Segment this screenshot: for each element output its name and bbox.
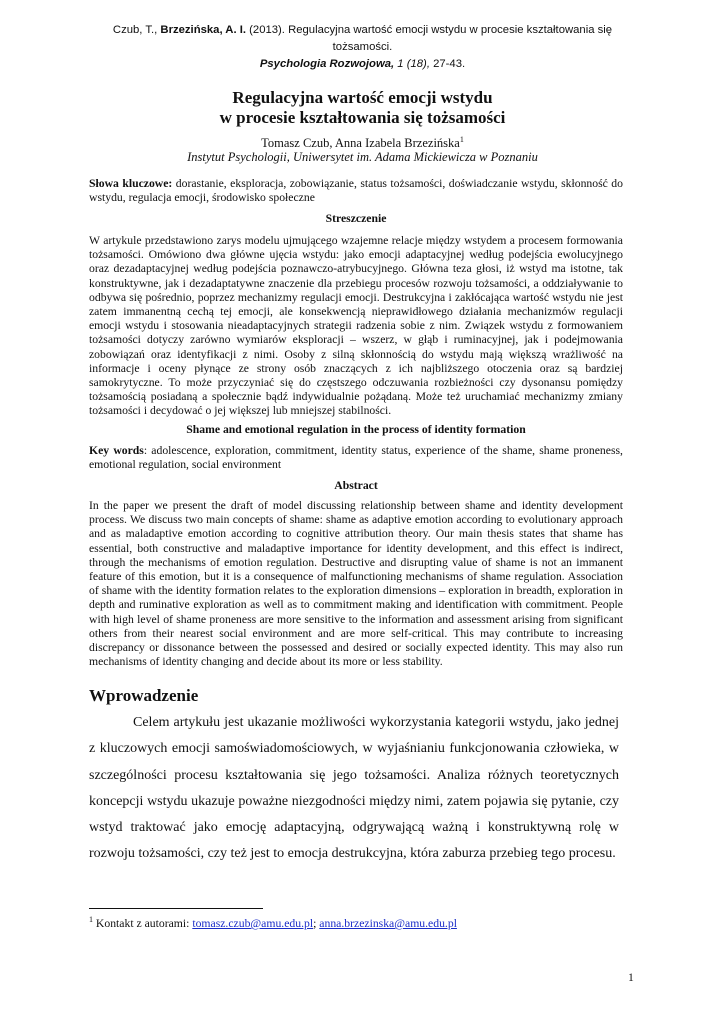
abstract-english-heading: Abstract	[334, 479, 378, 492]
citation-author-bold: Brzezińska, A. I.	[160, 24, 247, 36]
citation-line-2	[90, 56, 635, 73]
footnote	[89, 913, 457, 931]
abstract-english-text: In the paper we present the draft of model discussing relationship between shame and identity development process. We discuss two main concepts of shame: shame as adaptive emotion according to evolutionary approach and as maladaptive emotion according to cognitive attribution theory. Our main thesis states that shame has essential, both constructive and maladaptive importance for identity development, and this effect is indirect, through the mechanisms of emotion regulation. Destructive and disrupting value of shame is not an immanent feature of this emotion, but it is a consequence of malfunctioning mechanisms of shame regulation. Association of shame with the identity formation relates to the exploration dimensions – exploration in breadth, exploration in depth and ruminative exploration as well as to commitment making and identification with commitment. People with high level of shame proneness are more sensitive to the information and assessment arising from significant others from their nearest social environment and are more self-critical. This may contribute to increasing discrepancy or dissonance between the possessed and desired or socially expected identity. This may also run mechanisms of identity changing and decide about its more or less stability.	[89, 499, 623, 669]
paper-title	[90, 88, 635, 128]
footnote-label: Kontakt z autorami:	[93, 916, 193, 930]
authors-footnote-mark[interactable]: 1	[459, 135, 464, 144]
title-line-1: Regulacyjna wartość emocji wstydu	[232, 88, 493, 107]
email-link-2[interactable]: anna.brzezinska@amu.edu.pl	[319, 916, 457, 930]
citation-title: (2013). Regulacyjna wartość emocji wstydu w procesie kształtowania się tożsamości.	[246, 24, 613, 53]
intro-paragraph	[89, 710, 619, 868]
keywords-polish-label: Słowa kluczowe:	[89, 177, 173, 190]
keywords-polish	[89, 177, 623, 205]
authors-names: Tomasz Czub, Anna Izabela Brzezińska	[261, 136, 460, 151]
citation-volume: 1 (18),	[394, 58, 430, 70]
english-title: Shame and emotional regulation in the process of identity formation	[186, 423, 526, 436]
citation-authors: Czub, T.,	[112, 24, 161, 36]
section-heading: Wprowadzenie	[89, 686, 199, 705]
abstract-polish-heading: Streszczenie	[325, 212, 387, 225]
citation-journal: Psychologia Rozwojowa,	[259, 58, 395, 70]
email-link-1[interactable]: tomasz.czub@amu.edu.pl	[192, 916, 314, 930]
keywords-english-label: Key words	[89, 444, 144, 457]
citation-line-1	[90, 22, 635, 56]
citation-header	[90, 22, 635, 73]
citation-pages: 27-43.	[429, 58, 466, 70]
footnote-separator: ;	[313, 916, 320, 930]
intro-paragraph-text: Celem artykułu jest ukazanie możliwości wykorzystania kategorii wstydu, jako jednej z kluczowych emocji samoświadomościowych, w wyjaśnianiu funkcjonowania człowieka, w szczególności procesu kształtowania się jego tożsamości. Analiza różnych teoretycznych koncepcji wstydu ukazuje poważne niezgodności między nimi, zatem pojawia się pytanie, czy wstyd traktować jako emocję adaptacyjną, odgrywającą ważną i konstruktywną rolę w rozwoju tożsamości, czy też jest to emocja destrukcyjna, która zaburza przebieg tego procesu.	[89, 715, 619, 862]
keywords-english-text: : adolescence, exploration, commitment, identity status, experience of the shame, shame proneness, emotional regulation, social environment	[89, 444, 623, 472]
title-line-2: w procesie kształtowania się tożsamości	[219, 108, 506, 127]
footnote-mark: 1	[89, 915, 93, 924]
footnote-divider	[89, 908, 263, 909]
affiliation: Instytut Psychologii, Uniwersytet im. Adama Mickiewicza w Poznaniu	[187, 150, 538, 164]
page-number: 1	[628, 971, 634, 984]
keywords-english	[89, 444, 623, 472]
keywords-polish-text: dorastanie, eksploracja, zobowiązanie, status tożsamości, doświadczanie wstydu, skłonność do wstydu, regulacja emocji, środowisko społeczne	[89, 177, 623, 205]
abstract-polish-text: W artykule przedstawiono zarys modelu ujmującego wzajemne relacje między wstydem a procesem formowania tożsamości. Omówiono dwa główne ujęcia wstydu: jako emocji adaptacyjnej według podejścia ewolucyjnego oraz dezadaptacyjnej według podejścia poznawczo-atrybucyjnego. Główna teza głosi, iż wstyd ma istotne, tak konstruktywne, jak i dezadaptatywne znaczenie dla przebiegu procesów rozwoju tożsamości, a oddziaływanie to odbywa się pośrednio, poprzez mechanizmy regulacji emocji. Destrukcyjna i zakłócająca wartość wstydu nie jest zatem immanentną cechą tej emocji, ale konsekwencją nieprawidłowego działania mechanizmów regulacji emocji wstydu i stosowania nieadaptacyjnych strategii radzenia sobie z nim. Związek wstydu z formowaniem tożsamości dotyczy zarówno wymiarów eksploracji – wszerz, w głąb i ruminacyjnej, jak i podejmowania zobowiązań oraz identyfikacji z nimi. Osoby z silną skłonnością do wstydu mają większą wrażliwość na informacje i oceny płynące ze strony osób znaczących z ich najbliższego otoczenia oraz są bardziej samokrytyczne. To może przyczyniać się do częstszego odczuwania rozbieżności czy dysonansu pomiędzy tożsamością posiadaną a społecznie bądź indywidualnie pożądaną. Może też uruchamiać mechanizmy zmiany tożsamości i decydować o jej większej lub mniejszej stabilności.	[89, 234, 623, 418]
